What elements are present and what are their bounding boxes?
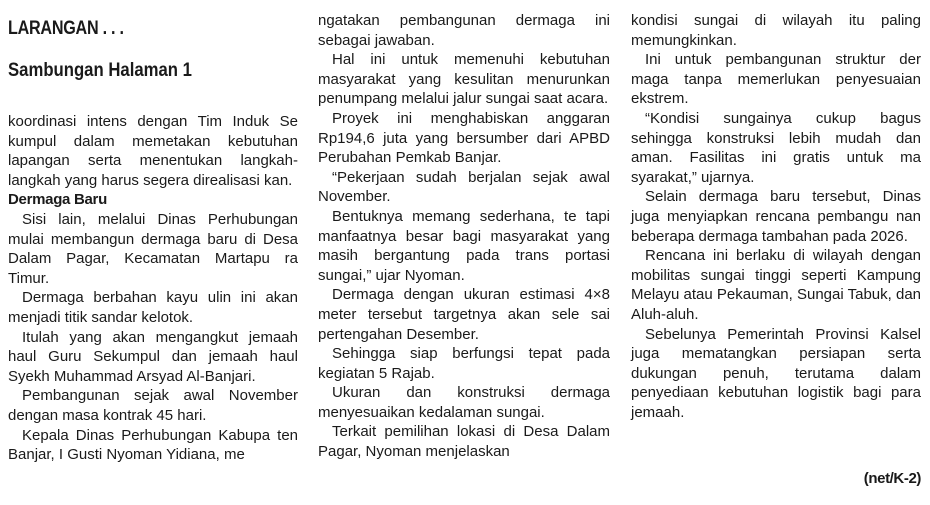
paragraph: ngatakan pembangunan dermaga ini sebagai jawaban. bbox=[318, 12, 610, 49]
paragraph: Selain dermaga baru tersebut, Dinas juga menyiapkan rencana pembangu nan beberapa dermaga tambahan pada 2026. bbox=[631, 188, 921, 245]
article-column-3 bbox=[631, 11, 921, 422]
paragraph: Dermaga dengan ukuran estimasi 4×8 meter tersebut targetnya akan sele sai pertengahan Desember. bbox=[318, 286, 610, 343]
paragraph: Rencana ini berlaku di wilayah dengan mobilitas sungai tinggi seperti Kampung Melayu atau Pekauman, Sungai Tabuk, dan Aluh-aluh. bbox=[631, 247, 921, 323]
paragraph: koordinasi intens dengan Tim Induk Se kumpul dalam memetakan kebutuhan lapangan serta menentukan langkah-langkah yang harus segera direalisasi kan. bbox=[8, 113, 298, 189]
author-signoff: (net/K-2) bbox=[863, 470, 921, 487]
paragraph: Dermaga berbahan kayu ulin ini akan menjadi titik sandar kelotok. bbox=[8, 289, 298, 326]
paragraph: Kepala Dinas Perhubungan Kabupa ten Banjar, I Gusti Nyoman Yidiana, me bbox=[8, 426, 298, 464]
paragraph: Proyek ini menghabiskan anggaran Rp194,6 juta yang bersumber dari APBD Perubahan Pemkab Banjar. bbox=[318, 109, 610, 167]
paragraph: Terkait pemilihan lokasi di Desa Dalam Pagar, Nyoman menjelaskan bbox=[318, 423, 610, 461]
article-kicker: LARANGAN . . . bbox=[8, 18, 124, 39]
article-column-2 bbox=[318, 11, 610, 462]
paragraph: Sebelunya Pemerintah Provinsi Kalsel juga mematangkan persiapan serta dukungan penuh, terutama dalam penyediaan kebutuhan logistik bagi para jemaah. bbox=[631, 325, 921, 421]
paragraph: Ukuran dan konstruksi dermaga menyesuaikan kedalaman sungai. bbox=[318, 384, 610, 421]
paragraph: “Kondisi sungainya cukup bagus sehingga konstruksi lebih mudah dan aman. Fasilitas ini gratis untuk ma syarakat,” ujarnya. bbox=[631, 109, 921, 186]
article-column-1 bbox=[8, 112, 298, 465]
paragraph: kondisi sungai di wilayah itu paling memungkinkan. bbox=[631, 12, 921, 49]
paragraph: Ini untuk pembangunan struktur der maga tanpa memerlukan penyesuaian ekstrem. bbox=[631, 51, 921, 108]
paragraph: Pembangunan sejak awal November dengan masa kontrak 45 hari. bbox=[8, 387, 298, 424]
paragraph: Itulah yang akan mengangkut jemaah haul Guru Sekumpul dan jemaah haul Syekh Muhammad Arsyad Al-Banjari. bbox=[8, 328, 298, 385]
paragraph: Hal ini untuk memenuhi kebutuhan masyarakat yang kesulitan menurunkan penumpang melalui jalur sungai saat acara. bbox=[318, 51, 610, 108]
paragraph: Sisi lain, melalui Dinas Perhubungan mulai membangun dermaga baru di Desa Dalam Pagar, Kecamatan Martapu ra Timur. bbox=[8, 210, 298, 287]
paragraph: “Pekerjaan sudah berjalan sejak awal November. bbox=[318, 168, 610, 206]
paragraph: Bentuknya memang sederhana, te tapi manfaatnya besar bagi masyarakat yang masih bergantung pada trans portasi sungai,” ujar Nyoman. bbox=[318, 207, 610, 284]
paragraph: Sehingga siap berfungsi tepat pada kegiatan 5 Rajab. bbox=[318, 345, 610, 382]
section-heading: Dermaga Baru bbox=[8, 191, 107, 209]
continuation-label: Sambungan Halaman 1 bbox=[8, 60, 192, 81]
